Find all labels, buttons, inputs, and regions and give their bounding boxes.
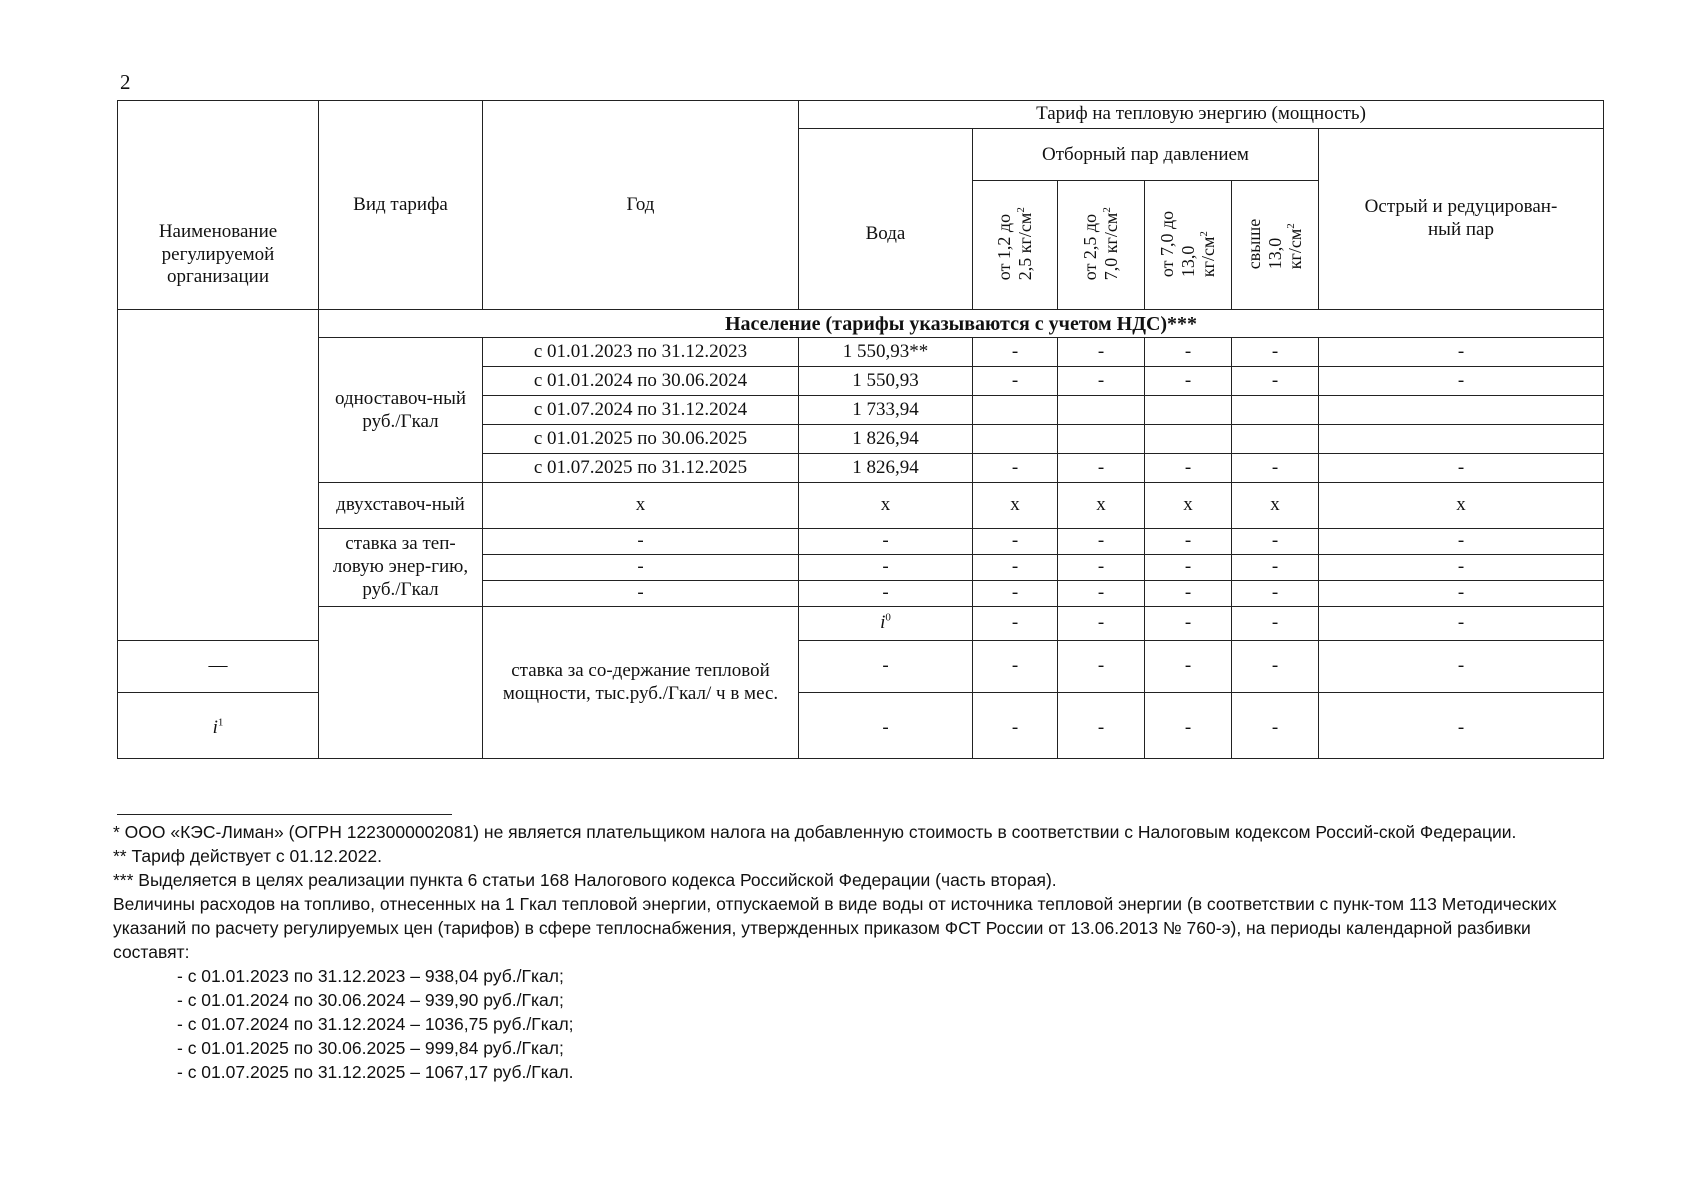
dash-cell: -	[1319, 641, 1604, 693]
header-pressure-3: от 7,0 до 13,0 $кг/см^2$	[1145, 181, 1232, 310]
x-cell: x	[1145, 483, 1232, 529]
dash-cell: -	[483, 581, 799, 607]
header-year: Год	[483, 101, 799, 310]
p1-cell	[973, 396, 1058, 425]
dash-cell: -	[1232, 529, 1319, 555]
water-cell: 1 826,94	[799, 454, 973, 483]
dash-cell: -	[799, 529, 973, 555]
list-item: - с 01.07.2024 по 31.12.2024 – 1036,75 руб./Гкал;	[177, 1014, 574, 1034]
p4-cell	[1232, 396, 1319, 425]
two-rate-label: двухставоч-ный	[319, 483, 483, 529]
table-row	[118, 338, 1604, 367]
sharp-cell: -	[1319, 454, 1604, 483]
p1-cell	[973, 425, 1058, 454]
dash-cell: -	[973, 693, 1058, 759]
dash-cell: -	[973, 555, 1058, 581]
header-sharp-steam: Острый и редуцирован-ный пар	[1319, 129, 1604, 310]
x-cell: x	[483, 483, 799, 529]
dash-cell: -	[1145, 581, 1232, 607]
energy-rate-label: ставка за теп-ловую энер-гию, руб./Гкал	[319, 529, 483, 607]
table-row	[118, 483, 1604, 529]
dash-cell: -	[1319, 555, 1604, 581]
dash-cell: -	[1232, 693, 1319, 759]
dash-cell: -	[1232, 607, 1319, 641]
list-item: - с 01.01.2024 по 30.06.2024 – 939,90 руб./Гкал;	[177, 990, 564, 1010]
header-pressure-4: свыше 13,0 $кг/см^2$	[1232, 181, 1319, 310]
p2-cell	[1058, 396, 1145, 425]
i0-cell: $i^0$	[799, 607, 973, 641]
p4-cell	[1232, 425, 1319, 454]
dash-cell: -	[1058, 581, 1145, 607]
dash-cell: -	[1058, 555, 1145, 581]
p4-cell: -	[1232, 454, 1319, 483]
section-title: Население (тарифы указываются с учетом НДС)***	[319, 310, 1604, 338]
water-cell: 1 733,94	[799, 396, 973, 425]
dash-cell: -	[1232, 555, 1319, 581]
dash-cell: -	[973, 607, 1058, 641]
dash-cell: -	[1232, 581, 1319, 607]
org-cell-lower	[319, 607, 483, 759]
dash-cell: -	[1058, 693, 1145, 759]
period-cell: с 01.01.2024 по 30.06.2024	[483, 367, 799, 396]
p4-cell: -	[1232, 367, 1319, 396]
header-org-name: Наименование регулируемой организации	[118, 101, 319, 310]
dash-cell: -	[1319, 607, 1604, 641]
x-cell: x	[973, 483, 1058, 529]
sharp-cell: -	[1319, 367, 1604, 396]
dash-cell: -	[973, 529, 1058, 555]
p3-cell: -	[1145, 338, 1232, 367]
footnote-2: ** Тариф действует с 01.12.2022.	[113, 846, 382, 866]
period-cell: с 01.01.2023 по 31.12.2023	[483, 338, 799, 367]
dash-cell: -	[1319, 529, 1604, 555]
dash-cell: -	[1145, 529, 1232, 555]
dash-cell: -	[1145, 607, 1232, 641]
x-cell: x	[1232, 483, 1319, 529]
p3-cell	[1145, 425, 1232, 454]
water-cell: 1 550,93**	[799, 338, 973, 367]
x-cell: x	[1058, 483, 1145, 529]
p2-cell: -	[1058, 338, 1145, 367]
tariff-table	[117, 100, 1604, 759]
footnote-3: *** Выделяется в целях реализации пункта 6 статьи 168 Налогового кодекса Российской Федерации (часть вторая).	[113, 870, 1057, 890]
table-row	[118, 529, 1604, 555]
p1-cell: -	[973, 367, 1058, 396]
dash-cell: —	[118, 641, 319, 693]
p4-cell: -	[1232, 338, 1319, 367]
x-cell: x	[799, 483, 973, 529]
dash-cell: -	[1145, 555, 1232, 581]
period-cell: с 01.01.2025 по 30.06.2025	[483, 425, 799, 454]
header-tariff-group: Тариф на тепловую энергию (мощность)	[799, 101, 1604, 129]
p3-cell: -	[1145, 454, 1232, 483]
header-water: Вода	[799, 129, 973, 310]
list-item: - с 01.07.2025 по 31.12.2025 – 1067,17 руб./Гкал.	[177, 1062, 574, 1082]
dash-cell: -	[1319, 693, 1604, 759]
dash-cell: -	[973, 641, 1058, 693]
one-rate-label: одноставоч-ный руб./Гкал	[319, 338, 483, 483]
water-cell: 1 550,93	[799, 367, 973, 396]
dash-cell: -	[973, 581, 1058, 607]
fuel-intro: Величины расходов на топливо, отнесенных на 1 Гкал тепловой энергии, отпускаемой в виде воды от источника тепловой энергии (в соответствии с пунк-том 113 Методических указаний по расчету регулируемых цен (тарифов) в сфере теплоснабжения, утвержденных приказом ФСТ России от 13.06.2013 № 760-э), на периоды календарной разбивки составят:	[113, 894, 1557, 962]
sharp-cell	[1319, 396, 1604, 425]
list-item: - с 01.01.2023 по 31.12.2023 – 938,04 руб./Гкал;	[177, 966, 564, 986]
p1-cell: -	[973, 454, 1058, 483]
i1-cell: $i^1$	[118, 693, 319, 759]
dash-cell: -	[483, 529, 799, 555]
dash-cell: -	[799, 641, 973, 693]
dash-cell: -	[1058, 607, 1145, 641]
footnote-1: * ООО «КЭС-Лиман» (ОГРН 1223000002081) не является плательщиком налога на добавленную стоимость в соответствии с Налоговым кодексом Россий-ской Федерации.	[113, 822, 1517, 842]
period-cell: с 01.07.2024 по 31.12.2024	[483, 396, 799, 425]
dash-cell: -	[1232, 641, 1319, 693]
p3-cell: -	[1145, 367, 1232, 396]
dash-cell: -	[799, 581, 973, 607]
page-number: 2	[120, 70, 131, 94]
dash-cell: -	[799, 555, 973, 581]
p2-cell	[1058, 425, 1145, 454]
sharp-cell: -	[1319, 338, 1604, 367]
p2-cell: -	[1058, 454, 1145, 483]
dash-cell: -	[1058, 641, 1145, 693]
header-pressure-1: от 1,2 до 2,5 $кг/см^2$	[973, 181, 1058, 310]
water-cell: 1 826,94	[799, 425, 973, 454]
header-tariff-type: Вид тарифа	[319, 101, 483, 310]
header-pressure-2: от 2,5 до 7,0 $кг/см^2$	[1058, 181, 1145, 310]
period-cell: с 01.07.2025 по 31.12.2025	[483, 454, 799, 483]
capacity-rate-label: ставка за со-держание тепловой мощности, тыс.руб./Гкал/ ч в мес.	[483, 607, 799, 759]
footnote-divider	[117, 814, 452, 815]
header-steam-group: Отборный пар давлением	[973, 129, 1319, 181]
p1-cell: -	[973, 338, 1058, 367]
list-item: - с 01.01.2025 по 30.06.2025 – 999,84 руб./Гкал;	[177, 1038, 564, 1058]
dash-cell: -	[1058, 529, 1145, 555]
dash-cell: -	[799, 693, 973, 759]
dash-cell: -	[1145, 693, 1232, 759]
sharp-cell	[1319, 425, 1604, 454]
fuel-list	[113, 964, 1603, 1084]
x-cell: x	[1319, 483, 1604, 529]
org-cell-upper	[118, 310, 319, 641]
dash-cell: -	[1145, 641, 1232, 693]
table-row	[118, 607, 1604, 641]
dash-cell: -	[483, 555, 799, 581]
p2-cell: -	[1058, 367, 1145, 396]
p3-cell	[1145, 396, 1232, 425]
footnotes	[113, 820, 1603, 1084]
dash-cell: -	[1319, 581, 1604, 607]
